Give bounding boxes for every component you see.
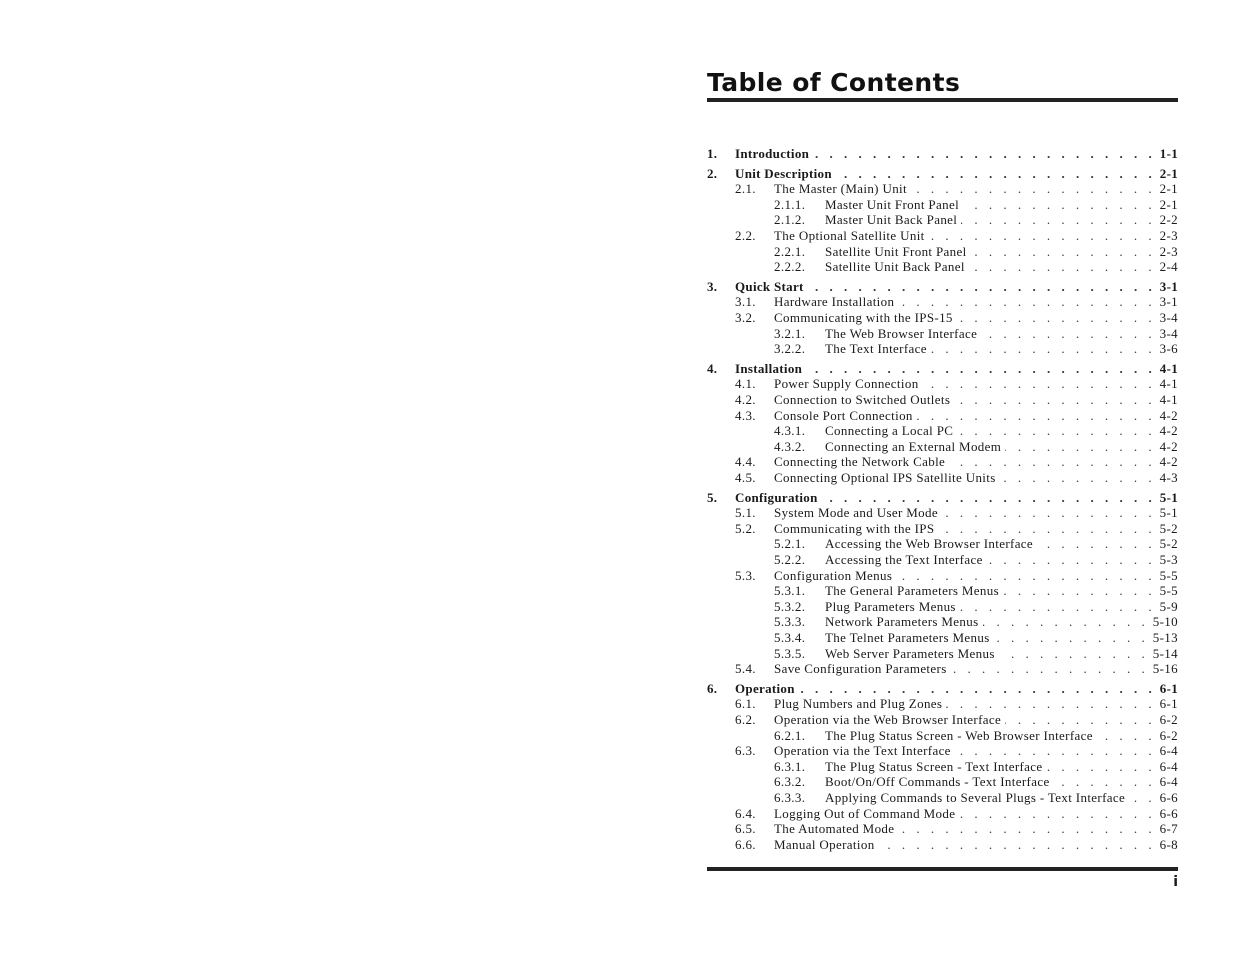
toc-dot-leader: [949, 454, 1155, 470]
toc-dot-leader: [1054, 774, 1156, 790]
toc-entry-page: 3-4: [1159, 325, 1178, 341]
toc-entry[interactable]: [707, 774, 1178, 790]
toc-entry[interactable]: [707, 521, 1178, 537]
toc-entry-title: System Mode and User Mode: [774, 505, 939, 521]
toc-entry-page: 4-1: [1159, 376, 1178, 392]
toc-dot-leader: [942, 505, 1156, 521]
toc-entry-page: 1-1: [1159, 146, 1178, 161]
toc-entry[interactable]: [707, 454, 1178, 470]
toc-dot-leader: [896, 568, 1155, 584]
toc-entry[interactable]: [707, 743, 1178, 759]
toc-dot-leader: [929, 228, 1156, 244]
toc-entry-title: Connecting Optional IPS Satellite Units: [774, 470, 996, 485]
toc-entry-title: The Optional Satellite Unit: [774, 228, 925, 243]
toc-dot-leader: [836, 166, 1156, 182]
toc-dot-leader: [1000, 470, 1156, 486]
toc-dot-leader: [1005, 712, 1155, 728]
toc-entry-title: Manual Operation: [774, 836, 875, 852]
toc-entry[interactable]: [707, 294, 1178, 310]
toc-dot-leader: [938, 521, 1155, 537]
toc-entry-page: 6-2: [1159, 712, 1178, 727]
toc-entry-number: 2.1.: [735, 181, 756, 197]
toc-entry-number: 5.3.2.: [774, 598, 806, 614]
toc-entry-number: 3.2.1.: [774, 325, 806, 341]
toc-dot-leader: [1047, 759, 1156, 775]
toc-dot-leader: [971, 244, 1156, 260]
toc-entry[interactable]: [707, 408, 1178, 424]
toc-entry-title: Connecting a Local PC: [825, 423, 954, 439]
toc-entry-title: Connecting an External Modem: [825, 438, 1002, 454]
toc-entry-number: 2.2.: [735, 228, 756, 243]
toc-dot-leader: [917, 408, 1156, 424]
toc-entry-number: 6.2.1.: [774, 727, 806, 743]
toc-dot-leader: [1003, 583, 1156, 599]
toc-dot-leader: [923, 376, 1156, 392]
toc-entry-number: 4.: [707, 360, 718, 376]
toc-dot-leader: [813, 146, 1156, 162]
toc-entry-title: Operation via the Text Interface: [774, 743, 951, 759]
toc-entry-number: 5.3.4.: [774, 630, 806, 645]
toc-entry-page: 4-1: [1159, 360, 1178, 376]
toc-entry-title: Boot/On/Off Commands - Text Interface: [825, 774, 1050, 790]
toc-dot-leader: [969, 259, 1156, 275]
toc-entry-title: The Plug Status Screen - Text Interface: [825, 758, 1043, 774]
toc-entry-title: The Telnet Parameters Menus: [825, 630, 990, 645]
toc-entry-page: 6-7: [1159, 821, 1178, 837]
toc-entry[interactable]: [707, 646, 1178, 662]
toc-entry-title: The Web Browser Interface: [825, 325, 978, 341]
toc-dot-leader: [987, 552, 1156, 568]
toc-entry[interactable]: [707, 696, 1178, 712]
toc-dot-leader: [879, 837, 1156, 853]
toc-dot-leader: [1005, 439, 1155, 455]
toc-entry-page: 2-4: [1159, 259, 1178, 275]
toc-entry-page: 3-1: [1159, 294, 1178, 310]
toc-dot-leader: [1097, 728, 1156, 744]
toc-entry[interactable]: [707, 279, 1178, 295]
toc-entry-page: 5-9: [1159, 598, 1178, 614]
toc-entry-page: 5-1: [1159, 505, 1178, 521]
toc-entry[interactable]: [707, 712, 1178, 728]
toc-entry-number: 5.3.1.: [774, 583, 806, 599]
toc-entry[interactable]: [707, 181, 1178, 197]
toc-entry-title: Plug Parameters Menus: [825, 598, 956, 614]
toc-entry-title: Logging Out of Command Mode: [774, 805, 956, 821]
toc-entry[interactable]: [707, 341, 1178, 357]
toc-entry-page: 3-4: [1159, 310, 1178, 325]
toc-entry[interactable]: [707, 790, 1178, 806]
toc-entry-title: Connecting the Network Cable: [774, 454, 946, 470]
toc-entry[interactable]: [707, 681, 1178, 697]
toc-dot-leader: [983, 614, 1149, 630]
toc-entry-number: 4.2.: [735, 392, 756, 407]
toc-entry-title: Installation: [735, 360, 803, 376]
toc-entry-page: 6-1: [1159, 696, 1178, 712]
toc-entry-number: 5.2.1.: [774, 536, 806, 552]
toc-entry-title: Hardware Installation: [774, 294, 895, 310]
toc-entry-page: 5-10: [1152, 614, 1178, 630]
toc-dot-leader: [959, 806, 1155, 822]
toc-entry-title: The Automated Mode: [774, 821, 895, 837]
toc-entry-page: 6-2: [1159, 727, 1178, 743]
toc-dot-leader: [957, 310, 1156, 326]
toc-entry[interactable]: [707, 244, 1178, 260]
toc-dot-leader: [806, 361, 1156, 377]
toc-dot-leader: [960, 599, 1156, 615]
toc-entry-number: 2.1.2.: [774, 212, 806, 228]
toc-dot-leader: [999, 646, 1149, 662]
toc-entry-title: The Text Interface: [825, 341, 927, 357]
toc-entry[interactable]: [707, 376, 1178, 392]
toc-entry-title: Web Server Parameters Menus: [825, 645, 995, 661]
toc-entry-page: 5-5: [1159, 583, 1178, 599]
toc-entry-title: Master Unit Back Panel: [825, 212, 958, 228]
toc-entry-number: 4.1.: [735, 376, 756, 392]
toc-entry-title: Console Port Connection: [774, 407, 913, 423]
toc-entry-page: 2-1: [1159, 165, 1178, 181]
toc-entry-page: 4-2: [1159, 423, 1178, 439]
toc-entry-number: 6.3.: [735, 743, 756, 759]
toc-entry-title: Accessing the Web Browser Interface: [825, 536, 1034, 552]
toc-entry-title: Operation via the Web Browser Interface: [774, 712, 1002, 727]
toc-entry-page: 2-2: [1159, 212, 1178, 228]
toc-entry[interactable]: [707, 197, 1178, 213]
toc-entry-number: 5.3.5.: [774, 645, 806, 661]
toc-entry-number: 5.3.: [735, 567, 756, 583]
toc-entry-title: Power Supply Connection: [774, 376, 919, 392]
toc-entry-page: 6-4: [1159, 743, 1178, 759]
toc-dot-leader: [1037, 536, 1156, 552]
toc-entry[interactable]: [707, 614, 1178, 630]
toc-entry-title: Network Parameters Menus: [825, 614, 979, 630]
toc-entry-number: 4.4.: [735, 454, 756, 470]
toc-entry-page: 6-4: [1159, 758, 1178, 774]
toc-dot-leader: [951, 661, 1149, 677]
toc-entry[interactable]: [707, 837, 1178, 853]
toc-entry-number: 6.3.1.: [774, 758, 806, 774]
toc-entry[interactable]: [707, 759, 1178, 775]
toc-entry[interactable]: [707, 310, 1178, 326]
toc-entry-page: 3-1: [1159, 278, 1178, 294]
toc-entry-page: 6-1: [1159, 680, 1178, 696]
toc-entry-page: 2-3: [1159, 228, 1178, 243]
toc-entry[interactable]: [707, 212, 1178, 228]
toc-dot-leader: [963, 197, 1156, 213]
toc-entry[interactable]: [707, 326, 1178, 342]
toc-entry[interactable]: [707, 228, 1178, 244]
toc-entry-title: The General Parameters Menus: [825, 583, 1000, 599]
toc-entry-number: 4.5.: [735, 470, 756, 485]
toc-dot-leader: [822, 490, 1156, 506]
toc-entry-page: 5-1: [1159, 489, 1178, 505]
toc-entry-title: Configuration: [735, 489, 818, 505]
toc-entry-number: 3.2.2.: [774, 341, 806, 357]
toc-entry-title: Communicating with the IPS: [774, 520, 935, 536]
toc-entry-page: 5-5: [1159, 567, 1178, 583]
toc-entry[interactable]: [707, 536, 1178, 552]
toc-entry[interactable]: [707, 146, 1178, 162]
toc-entry-page: 5-13: [1152, 630, 1178, 645]
toc-entry[interactable]: [707, 583, 1178, 599]
toc-dot-leader: [981, 326, 1155, 342]
toc-entry-number: 6.5.: [735, 821, 756, 837]
toc-entry-number: 2.1.1.: [774, 196, 806, 212]
toc-entry[interactable]: [707, 166, 1178, 182]
toc-dot-leader: [961, 212, 1155, 228]
toc-entry-page: 2-1: [1159, 181, 1178, 197]
toc-entry-number: 6.4.: [735, 805, 756, 821]
toc-entry[interactable]: [707, 505, 1178, 521]
page-number: i: [1173, 874, 1178, 890]
toc-dot-leader: [955, 743, 1156, 759]
toc-entry-page: 4-2: [1159, 438, 1178, 454]
toc-entry-number: 6.2.: [735, 712, 756, 727]
toc-entry-title: Communicating with the IPS-15: [774, 310, 953, 325]
toc-entry-title: Connection to Switched Outlets: [774, 392, 951, 407]
toc-entry-number: 6.1.: [735, 696, 756, 712]
toc-entry-page: 5-2: [1159, 520, 1178, 536]
toc-entry-page: 6-6: [1159, 805, 1178, 821]
toc-entry[interactable]: [707, 728, 1178, 744]
toc-entry[interactable]: [707, 259, 1178, 275]
toc-entry-title: Accessing the Text Interface: [825, 552, 983, 567]
toc-entry-page: 5-2: [1159, 536, 1178, 552]
toc-entry-number: 5.3.3.: [774, 614, 806, 630]
toc-entry-title: Introduction: [735, 146, 810, 161]
toc-entry-title: Operation: [735, 680, 795, 696]
toc-entry-title: Unit Description: [735, 165, 832, 181]
toc-entry-number: 4.3.1.: [774, 423, 806, 439]
toc-entry-number: 5.: [707, 489, 718, 505]
toc-entry-page: 5-3: [1159, 552, 1178, 567]
toc-entry-number: 6.: [707, 680, 718, 696]
toc-dot-leader: [994, 630, 1149, 646]
toc-dot-leader: [954, 392, 1155, 408]
footer-rule: [707, 867, 1178, 871]
toc-entry-title: Master Unit Front Panel: [825, 196, 960, 212]
toc-entry-page: 6-4: [1159, 774, 1178, 790]
toc-dot-leader: [946, 696, 1155, 712]
toc-entry-page: 2-1: [1159, 196, 1178, 212]
toc-dot-leader: [898, 821, 1155, 837]
toc-entry-number: 2.2.1.: [774, 243, 806, 259]
toc-entry-number: 4.3.: [735, 407, 756, 423]
toc-entry-title: The Plug Status Screen - Web Browser Interface: [825, 727, 1093, 743]
toc-entry-page: 4-1: [1159, 392, 1178, 407]
toc-entry-page: 6-6: [1159, 790, 1178, 805]
toc-entry[interactable]: [707, 392, 1178, 408]
toc-entry-page: 4-2: [1159, 454, 1178, 470]
page-title: Table of Contents: [707, 68, 961, 97]
toc-entry-page: 6-8: [1159, 836, 1178, 852]
toc-dot-leader: [808, 279, 1156, 295]
toc-entry[interactable]: [707, 568, 1178, 584]
toc-entry-number: 5.2.: [735, 520, 756, 536]
toc-entry[interactable]: [707, 470, 1178, 486]
toc-entry-number: 6.6.: [735, 836, 756, 852]
toc-entry-title: Applying Commands to Several Plugs - Text Interface: [825, 790, 1126, 805]
toc-dot-leader: [799, 681, 1156, 697]
toc-entry-number: 2.: [707, 165, 718, 181]
title-rule: [707, 98, 1178, 102]
toc-entry-number: 3.: [707, 278, 718, 294]
toc-entry[interactable]: [707, 630, 1178, 646]
toc-entry-page: 2-3: [1159, 243, 1178, 259]
toc-entry-title: Satellite Unit Back Panel: [825, 259, 965, 275]
toc-entry[interactable]: [707, 423, 1178, 439]
toc-entry[interactable]: [707, 821, 1178, 837]
toc-entry-page: 3-6: [1159, 341, 1178, 357]
toc-entry-title: Configuration Menus: [774, 567, 893, 583]
toc-entry-number: 3.1.: [735, 294, 756, 310]
toc-dot-leader: [957, 423, 1155, 439]
toc-entry[interactable]: [707, 361, 1178, 377]
toc-entry-title: Save Configuration Parameters: [774, 661, 947, 677]
toc-entry[interactable]: [707, 599, 1178, 615]
toc-entry-page: 4-2: [1159, 407, 1178, 423]
toc-entry[interactable]: [707, 552, 1178, 568]
toc-entry-title: Satellite Unit Front Panel: [825, 243, 967, 259]
toc-entry-title: Plug Numbers and Plug Zones: [774, 696, 943, 712]
toc-dot-leader: [911, 181, 1156, 197]
toc-entry[interactable]: [707, 439, 1178, 455]
toc-entry-number: 2.2.2.: [774, 259, 806, 275]
toc-entry-number: 5.4.: [735, 661, 756, 677]
toc-dot-leader: [1129, 790, 1155, 806]
toc-dot-leader: [898, 294, 1155, 310]
toc-entry-page: 4-3: [1159, 470, 1178, 485]
toc-entry-title: The Master (Main) Unit: [774, 181, 907, 197]
toc-entry-number: 6.3.2.: [774, 774, 806, 790]
toc-entry[interactable]: [707, 490, 1178, 506]
toc-entry-page: 5-16: [1152, 661, 1178, 677]
toc-entry-title: Quick Start: [735, 278, 804, 294]
toc-entry[interactable]: [707, 661, 1178, 677]
toc-dot-leader: [931, 341, 1156, 357]
toc-entry[interactable]: [707, 806, 1178, 822]
toc-entry-number: 5.1.: [735, 505, 756, 521]
toc-entry-number: 6.3.3.: [774, 790, 806, 805]
toc-entry-number: 4.3.2.: [774, 438, 806, 454]
toc-entry-number: 1.: [707, 146, 718, 161]
toc-entry-page: 5-14: [1152, 645, 1178, 661]
toc-entry-number: 3.2.: [735, 310, 756, 325]
toc-entry-number: 5.2.2.: [774, 552, 806, 567]
